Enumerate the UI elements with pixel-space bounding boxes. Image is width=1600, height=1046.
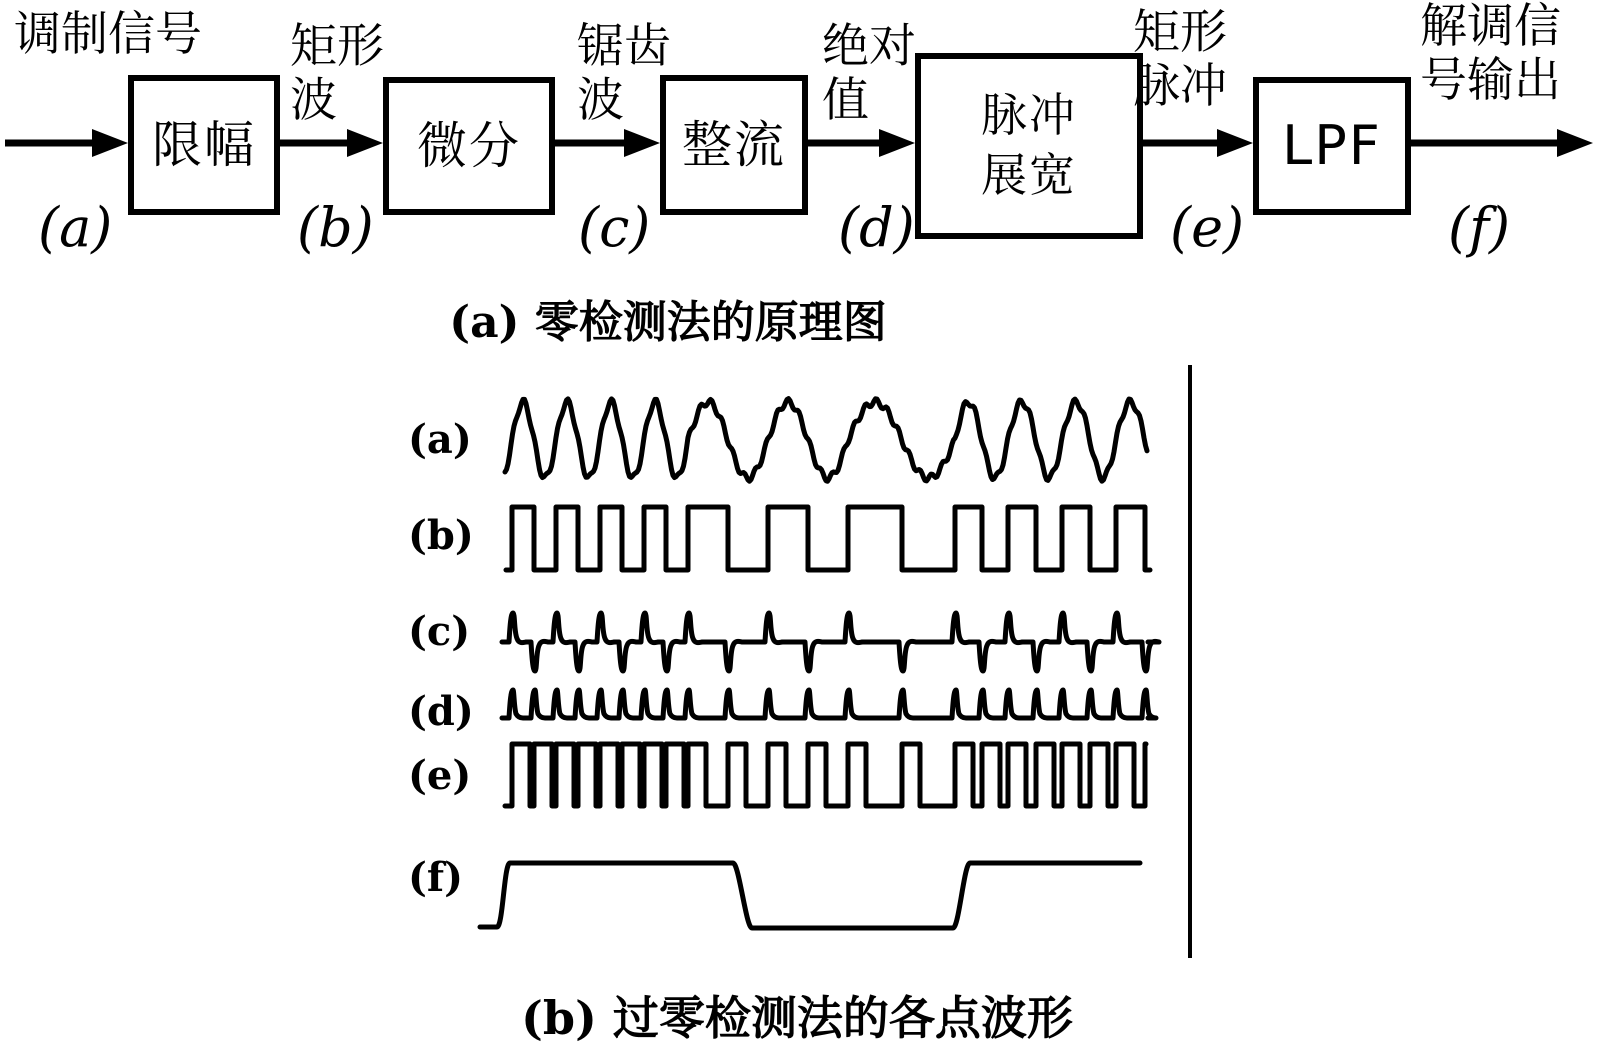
block-pulse-widener — [915, 53, 1143, 239]
waveform-label-f: (f) — [408, 854, 464, 901]
waveform-e-path — [505, 744, 1146, 806]
label-rect-pulse: 矩形 脉冲 — [1133, 5, 1227, 114]
point-letter-f: (f) — [1448, 196, 1511, 259]
flow-arrow-2-head — [347, 129, 383, 157]
label-demod-output: 解调信 号输出 — [1420, 0, 1561, 108]
block-rectifier — [660, 75, 808, 215]
waveform-label-a: (a) — [408, 416, 472, 463]
flow-arrow-4-head — [879, 129, 915, 157]
block-lpf — [1253, 77, 1411, 215]
flow-arrow-5-head — [1217, 129, 1253, 157]
point-letter-c: (c) — [578, 196, 651, 259]
block-rectifier-label: 整流 — [682, 115, 786, 174]
waveform-label-d: (d) — [408, 688, 474, 735]
waveform-d-path — [502, 690, 1156, 718]
waveform-f-path — [480, 863, 1140, 928]
flow-arrow-1-head — [92, 129, 128, 157]
caption-waveforms: (b) 过零检测法的各点波形 — [521, 991, 1073, 1045]
block-pulse-widener-label-line1: 脉冲 — [981, 88, 1077, 143]
waveform-label-e: (e) — [408, 752, 472, 799]
waveform-label-c: (c) — [408, 608, 471, 655]
flow-arrow-6-head — [1557, 129, 1593, 157]
label-absolute-value: 绝对 值 — [822, 19, 916, 128]
waveform-label-b: (b) — [408, 512, 474, 559]
point-letter-e: (e) — [1170, 196, 1245, 259]
block-limiter-label: 限幅 — [152, 115, 256, 174]
waveform-c-path — [502, 613, 1159, 671]
block-differentiator — [383, 77, 555, 215]
block-limiter — [128, 75, 280, 215]
point-letter-a: (a) — [38, 196, 113, 259]
block-differentiator-label: 微分 — [417, 116, 521, 175]
waveform-b-path — [506, 507, 1150, 570]
waveform-a-path — [505, 399, 1147, 482]
point-letter-b: (b) — [297, 196, 374, 259]
flow-arrow-3-head — [624, 129, 660, 157]
caption-block-diagram: (a) 零检测法的原理图 — [449, 297, 887, 348]
block-lpf-label: LPF — [1282, 113, 1382, 177]
point-letter-d: (d) — [838, 196, 915, 259]
label-rect-wave: 矩形 波 — [290, 19, 384, 128]
label-modulated-signal: 调制信号 — [14, 7, 202, 62]
block-pulse-widener-label-line2: 展宽 — [981, 148, 1077, 202]
label-sawtooth-wave: 锯齿 波 — [577, 19, 671, 128]
